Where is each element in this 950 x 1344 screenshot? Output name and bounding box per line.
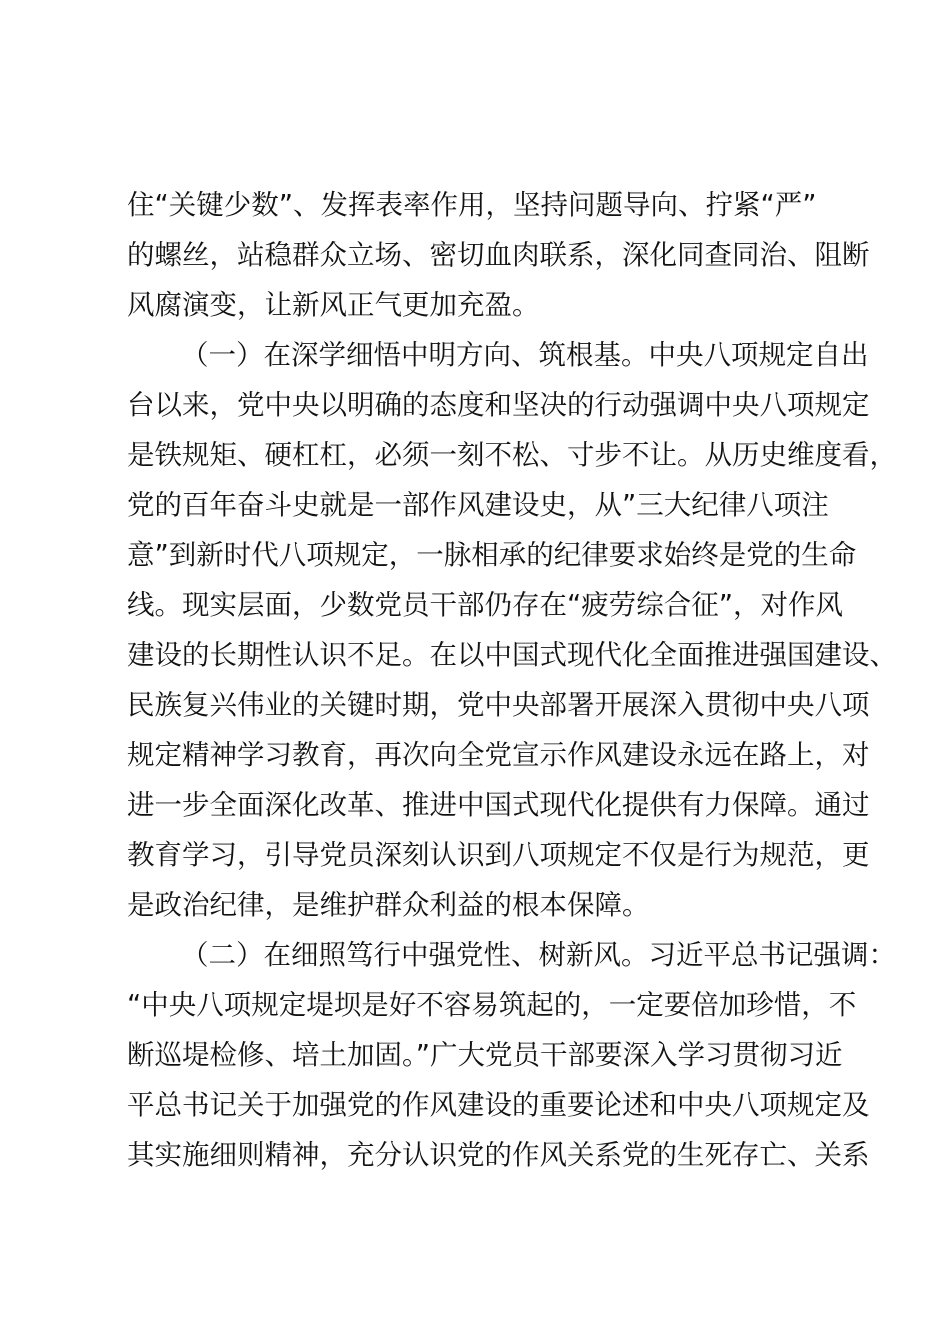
text-line: 风腐演变，让新风正气更加充盈。 bbox=[127, 289, 540, 321]
paragraph-heading-line: （一）在深学细悟中明方向、筑根基。中央八项规定自出 bbox=[181, 339, 869, 371]
text-line: 党的百年奋斗史就是一部作风建设史，从”三大纪律八项注 bbox=[127, 489, 829, 521]
text-line: 的螺丝，站稳群众立场、密切血肉联系，深化同查同治、阻断 bbox=[127, 239, 870, 271]
paragraph-heading-line: （二）在细照笃行中强党性、树新风。习近平总书记强调： bbox=[181, 939, 896, 971]
text-line: 线。现实层面，少数党员干部仍存在“疲劳综合征”，对作风 bbox=[127, 589, 843, 621]
text-line: 建设的长期性认识不足。在以中国式现代化全面推进强国建设、 bbox=[127, 639, 897, 671]
text-line: 台以来，党中央以明确的态度和坚决的行动强调中央八项规定 bbox=[127, 389, 870, 421]
text-line: 其实施细则精神，充分认识党的作风关系党的生死存亡、关系 bbox=[127, 1139, 870, 1171]
text-line: 教育学习，引导党员深刻认识到八项规定不仅是行为规范，更 bbox=[127, 839, 870, 871]
text-line: 断巡堤检修、培土加固。”广大党员干部要深入学习贯彻习近 bbox=[127, 1039, 843, 1071]
text-line: 意”到新时代八项规定，一脉相承的纪律要求始终是党的生命 bbox=[127, 539, 857, 571]
text-line: 平总书记关于加强党的作风建设的重要论述和中央八项规定及 bbox=[127, 1089, 870, 1121]
text-line: 民族复兴伟业的关键时期，党中央部署开展深入贯彻中央八项 bbox=[127, 689, 870, 721]
text-line: 规定精神学习教育，再次向全党宣示作风建设永远在路上，对 bbox=[127, 739, 870, 771]
text-line: 住“关键少数”、发挥表率作用，坚持问题导向、拧紧“严” bbox=[127, 189, 817, 221]
text-line: “中央八项规定堤坝是好不容易筑起的，一定要倍加珍惜，不 bbox=[127, 989, 857, 1021]
text-line: 是铁规矩、硬杠杠，必须一刻不松、寸步不让。从历史维度看， bbox=[127, 439, 897, 471]
text-line: 进一步全面深化改革、推进中国式现代化提供有力保障。通过 bbox=[127, 789, 870, 821]
text-line: 是政治纪律，是维护群众利益的根本保障。 bbox=[127, 889, 650, 921]
